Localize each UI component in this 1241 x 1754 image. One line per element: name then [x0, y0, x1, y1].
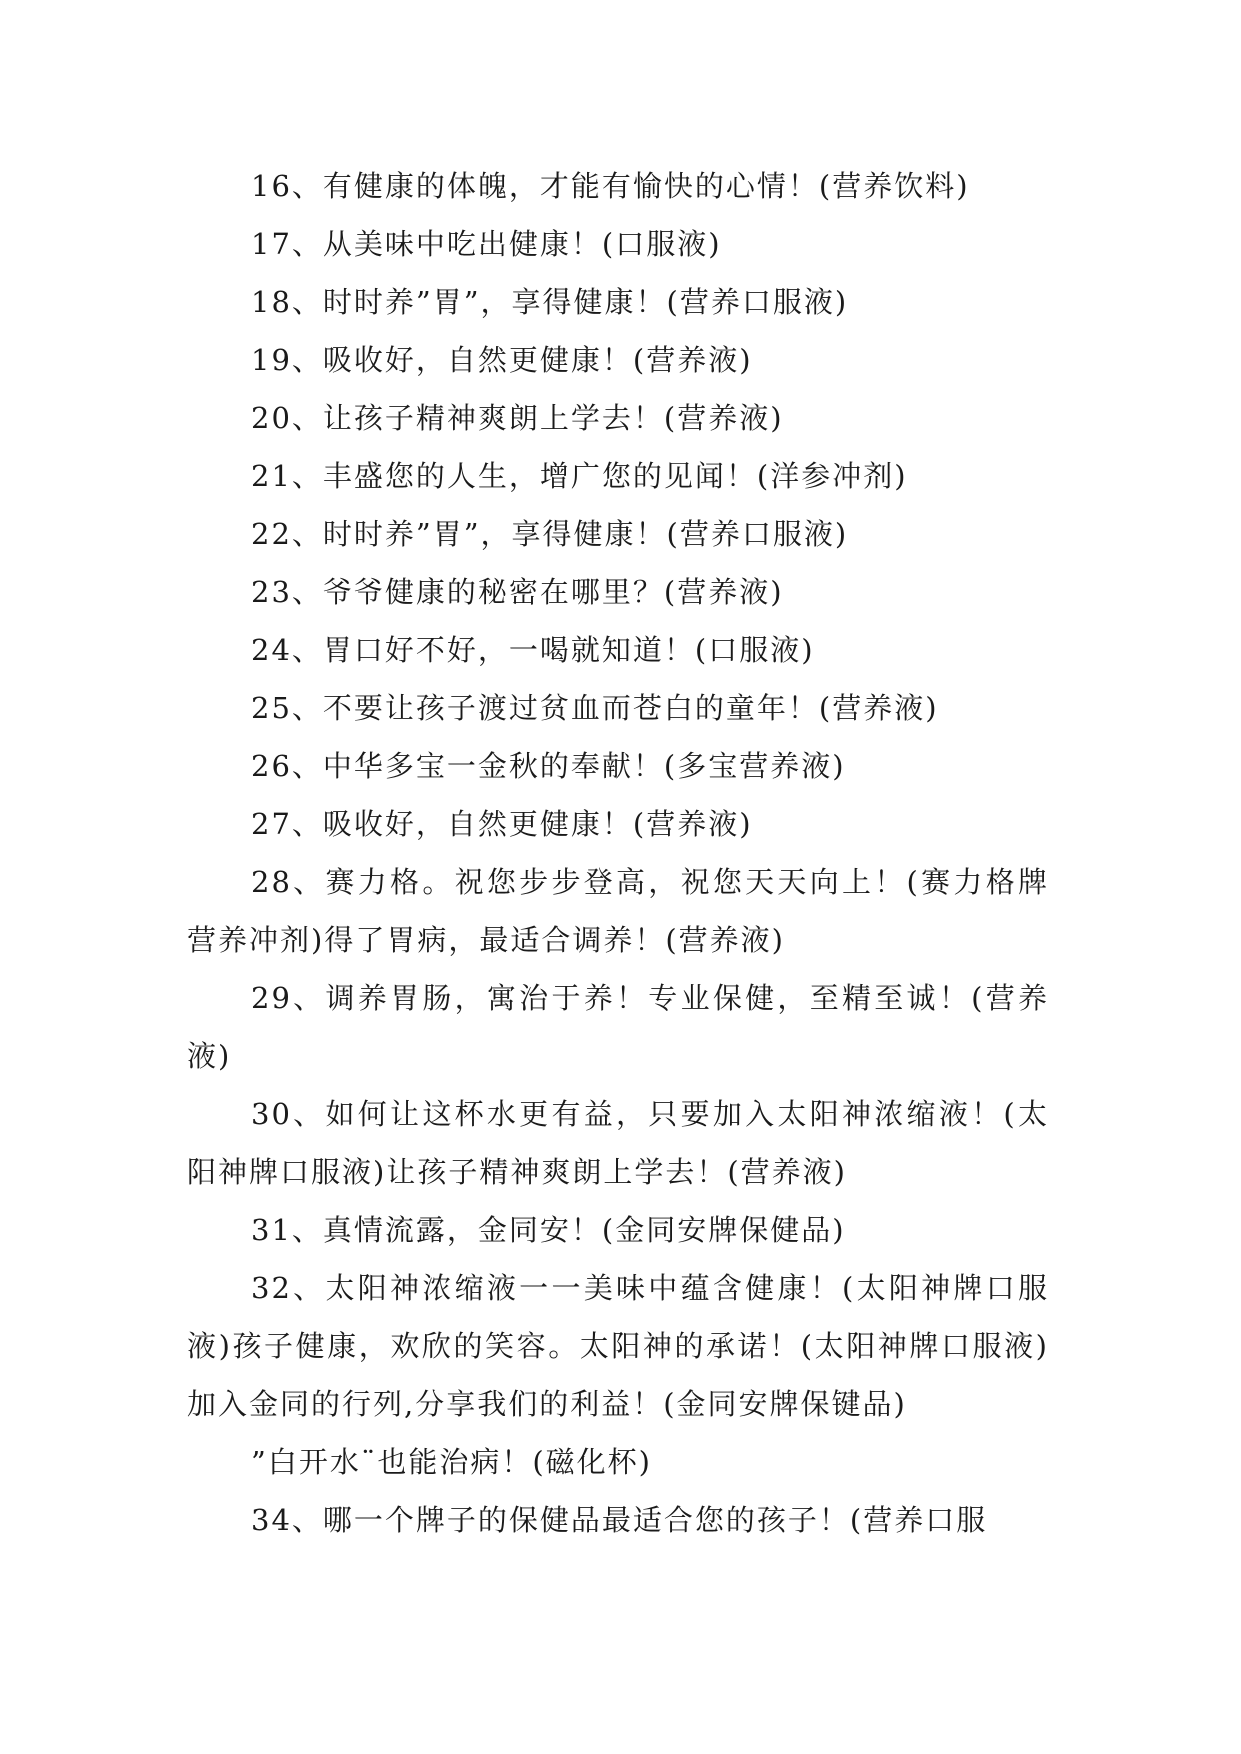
paragraph-25: 25、不要让孩子渡过贫血而苍白的童年！(营养液) — [251, 691, 939, 725]
paragraph-23: 23、爷爷健康的秘密在哪里？(营养液) — [251, 575, 784, 609]
paragraph-17: 17、从美味中吃出健康！(口服液) — [251, 227, 722, 261]
paragraph-34: 34、哪一个牌子的保健品最适合您的孩子！(营养口服 — [251, 1503, 988, 1537]
paragraph-28: 28、赛力格。祝您步步登高，祝您天天向上！(赛力格牌营养冲剂)得了胃病，最适合调养！(营养液) — [187, 865, 1049, 957]
document-body — [187, 157, 1049, 1549]
paragraph-21: 21、丰盛您的人生，增广您的见闻！(洋参冲剂) — [251, 459, 908, 493]
paragraph-24: 24、胃口好不好，一喝就知道！(口服液) — [251, 633, 815, 667]
paragraph-19: 19、吸收好，自然更健康！(营养液) — [251, 343, 753, 377]
paragraph-22: 22、时时养”胃”，享得健康！(营养口服液) — [251, 517, 849, 551]
paragraph-31: 31、真情流露，金同安！(金同安牌保健品) — [251, 1213, 846, 1247]
paragraph-32: 32、太阳神浓缩液一一美味中蕴含健康！(太阳神牌口服液)孩子健康，欢欣的笑容。太阳神的承诺！(太阳神牌口服液)加入金同的行列,分享我们的利益！(金同安牌保键品) — [187, 1271, 1049, 1421]
paragraph-29: 29、调养胃肠，寓治于养！专业保健，至精至诚！(营养液) — [187, 981, 1049, 1073]
paragraph-16: 16、有健康的体魄，才能有愉快的心情！(营养饮料) — [251, 169, 970, 203]
paragraph-26: 26、中华多宝一金秋的奉献！(多宝营养液) — [251, 749, 846, 783]
paragraph-33: ”白开水¨也能治病！(磁化杯) — [251, 1445, 652, 1479]
paragraph-20: 20、让孩子精神爽朗上学去！(营养液) — [251, 401, 784, 435]
paragraph-18: 18、时时养”胃”，享得健康！(营养口服液) — [251, 285, 849, 319]
paragraph-30: 30、如何让这杯水更有益，只要加入太阳神浓缩液！(太阳神牌口服液)让孩子精神爽朗上学去！(营养液) — [187, 1097, 1049, 1189]
paragraph-27: 27、吸收好，自然更健康！(营养液) — [251, 807, 753, 841]
